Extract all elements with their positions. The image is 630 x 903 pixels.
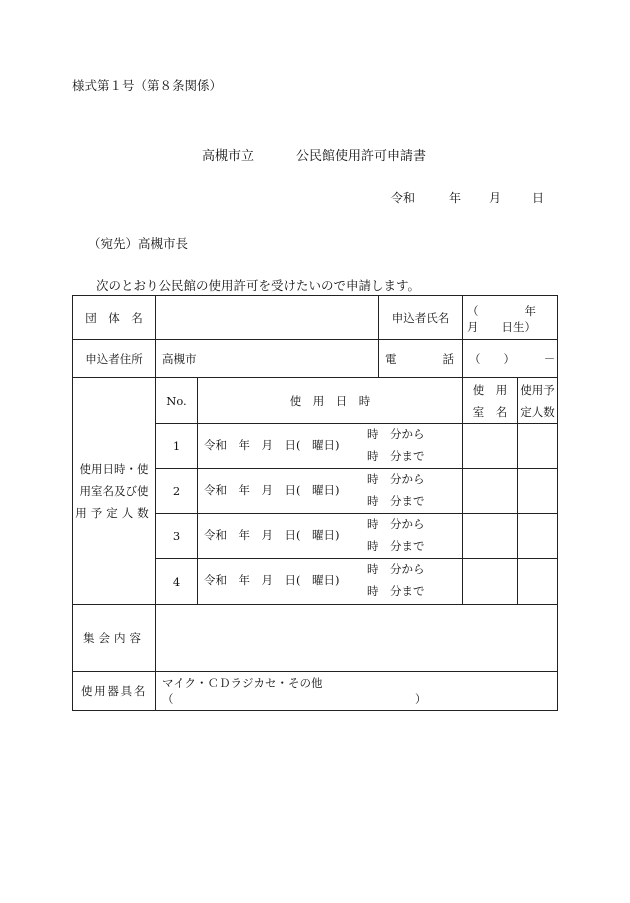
datetime-to: 時 分まで — [367, 449, 425, 463]
date-day: 日 — [532, 191, 545, 205]
room-field[interactable] — [463, 559, 518, 605]
group-name-label: 団 体 名 — [73, 296, 156, 340]
datetime-field[interactable] — [198, 469, 463, 514]
document-title-city: 高槻市立 — [202, 149, 255, 164]
equipment-label: 使用器具名 — [73, 672, 156, 711]
datetime-from: 時 分から — [367, 427, 425, 441]
phone-format: （ ） － — [469, 351, 556, 366]
addressee: （宛先）高槻市長 — [88, 236, 189, 251]
people-field[interactable] — [518, 469, 558, 514]
date-era: 令和 — [391, 191, 416, 205]
datetime-to: 時 分まで — [367, 494, 425, 508]
datetime-field[interactable] — [198, 559, 463, 605]
usage-label-line-3: 用予定人数 — [75, 506, 153, 520]
col-header-no: No. — [156, 378, 198, 424]
col-room-line-1: 使 用 — [472, 382, 508, 397]
col-header-room — [463, 378, 518, 424]
usage-label-line-1: 使用日時・使 — [79, 462, 149, 476]
people-field[interactable] — [518, 514, 558, 559]
intro-text: 次のとおり公民館の使用許可を受けたいので申請します。 — [96, 278, 421, 293]
row-number: 3 — [156, 514, 198, 559]
datetime-date: 令和 年 月 日( 曜日) — [204, 483, 340, 497]
datetime-field[interactable] — [198, 514, 463, 559]
equipment-field[interactable] — [156, 672, 558, 711]
group-name-field[interactable] — [156, 296, 379, 340]
room-field[interactable] — [463, 514, 518, 559]
address-label: 申込者住所 — [73, 340, 156, 378]
room-field[interactable] — [463, 469, 518, 514]
date-month: 月 — [489, 191, 502, 205]
datetime-to: 時 分まで — [367, 584, 425, 598]
datetime-to: 時 分まで — [367, 539, 425, 553]
phone-field[interactable] — [463, 340, 558, 378]
row-number: 2 — [156, 469, 198, 514]
row-number: 1 — [156, 424, 198, 469]
date-year: 年 — [449, 191, 462, 205]
row-number: 4 — [156, 559, 198, 605]
phone-label: 電 話 — [379, 340, 463, 378]
applicant-name-field[interactable] — [463, 296, 558, 340]
datetime-from: 時 分から — [367, 562, 425, 576]
document-title: 公民館使用許可申請書 — [296, 149, 427, 164]
people-field[interactable] — [518, 424, 558, 469]
col-header-people — [518, 378, 558, 424]
datetime-date: 令和 年 月 日( 曜日) — [204, 528, 340, 542]
col-people-line-2: 定人数 — [520, 404, 555, 419]
datetime-date: 令和 年 月 日( 曜日) — [204, 438, 340, 452]
datetime-from: 時 分から — [367, 472, 425, 486]
meeting-content-field[interactable] — [156, 605, 558, 672]
address-field[interactable] — [156, 340, 379, 378]
usage-label-line-2: 用室名及び使 — [79, 484, 149, 498]
address-prefix: 高槻市 — [162, 351, 197, 366]
applicant-name-label: 申込者氏名 — [379, 296, 463, 340]
datetime-date: 令和 年 月 日( 曜日) — [204, 573, 340, 587]
room-field[interactable] — [463, 424, 518, 469]
form-number: 様式第１号（第８条関係） — [72, 78, 223, 93]
meeting-content-label: 集会内容 — [73, 605, 156, 672]
usage-section-label — [73, 378, 156, 605]
col-people-line-1: 使用予 — [520, 382, 555, 397]
datetime-field[interactable] — [198, 424, 463, 469]
col-room-line-2: 室 名 — [472, 404, 508, 419]
birth-date-hint: （ 年 月 日生） — [467, 304, 559, 334]
equipment-options: マイク・ＣＤラジカセ・その他（ ） — [162, 676, 427, 706]
datetime-from: 時 分から — [367, 517, 425, 531]
col-header-datetime: 使 用 日 時 — [198, 378, 463, 424]
application-form-table — [72, 295, 558, 711]
people-field[interactable] — [518, 559, 558, 605]
